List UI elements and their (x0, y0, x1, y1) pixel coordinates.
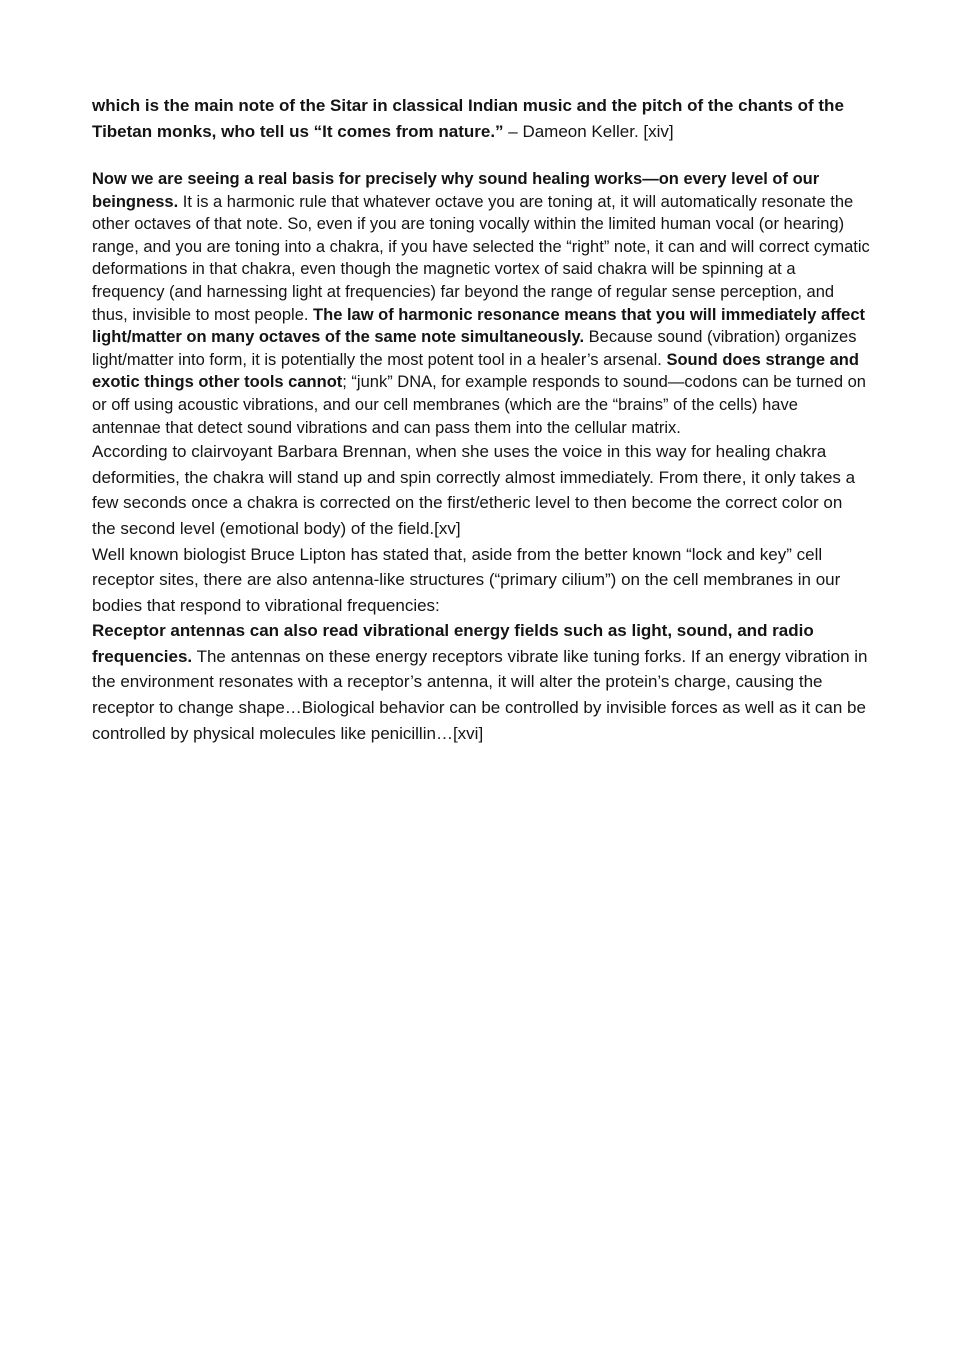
text-run: Because sound (vibration) organizes light/matter into form, it is potentially the most potent tool in a healer’s arsenal. (92, 328, 857, 369)
bold-text-run: which is the main note of the Sitar in classical Indian music and the pitch of the chants of the Tibetan monks, who tell us “It comes from nature.” (92, 96, 844, 141)
paragraph-bruce-lipton (92, 542, 870, 619)
bold-text-run: Receptor antennas can also read vibrational energy fields such as light, sound, and radio frequencies. (92, 621, 814, 666)
text-run: It is a harmonic rule that whatever octave you are toning at, it will automatically resonate the other octaves of that note. So, even if you are toning vocally within the limited human vocal (or hearing) range, and you are toning into a chakra, if you have selected the “right” note, it can and will correct cymatic deformations in that chakra, even though the magnetic vortex of said chakra will be spinning at a frequency (and harnessing light at frequencies) far beyond the range of regular sense perception, and thus, invisible to most people. (92, 192, 870, 324)
bold-text-run: Sound does strange and exotic things other tools cannot (92, 350, 859, 392)
text-run: The antennas on these energy receptors vibrate like tuning forks. If an energy vibration in the environment resonates with a receptor’s antenna, it will alter the protein’s charge, causing the receptor to change shape…Biological behavior can be controlled by invisible forces as well as it can be controlled by physical molecules like penicillin…[xvi] (92, 646, 868, 743)
text-block (92, 93, 870, 746)
text-run: ; “junk” DNA, for example responds to sound—codons can be turned on or off using acoustic vibrations, and our cell membranes (which are the “brains” of the cells) have antennae that detect sound vibrations and can pass them into the cellular matrix. (92, 373, 866, 437)
paragraph-barbara-brennan (92, 439, 870, 541)
paragraph-sitar-quote (92, 93, 870, 145)
paragraph-receptor-antennas (92, 618, 870, 746)
paragraph-harmonic-rule (92, 168, 870, 439)
text-run: Well known biologist Bruce Lipton has stated that, aside from the better known “lock and key” cell receptor sites, there are also antenna-like structures (“primary cilium”) on the cell membranes in our bodies that respond to vibrational frequencies: (92, 544, 841, 615)
text-run: – Dameon Keller. [xiv] (503, 122, 674, 141)
bold-text-run: Now we are seeing a real basis for precisely why sound healing works—on every level of our beingness. (92, 170, 820, 211)
text-run: According to clairvoyant Barbara Brennan, when she uses the voice in this way for healing chakra deformities, the chakra will stand up and spin correctly almost immediately. From there, it only takes a few seconds once a chakra is corrected on the first/etheric level to then become the correct color on the second level (emotional body) of the field.[xv] (92, 442, 856, 538)
bold-text-run: The law of harmonic resonance means that you will immediately affect light/matter on many octaves of the same note simultaneously. (92, 305, 866, 347)
